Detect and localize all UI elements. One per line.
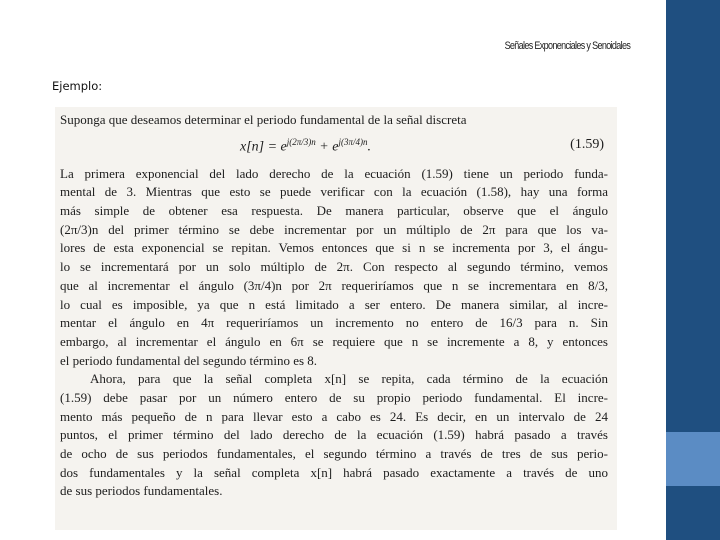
equation-number: (1.59) [570,136,604,152]
paragraph-line: puntos, el primer término del lado derecho de la ecuación (1.59) habrá pasado a través [60,427,608,443]
paragraph-line: mento más pequeño de n para llevar esto a cabo es 24. Es decir, en un intervalo de 24 [60,408,608,424]
equation-1-59 [60,134,608,162]
paragraph-line: mentar el ángulo en 4π requeriríamos un incremento no entero de 16/3 para n. Sin [60,315,608,331]
accent-square [666,432,720,486]
intro-line: Suponga que deseamos determinar el periodo fundamental de la señal discreta [60,112,467,127]
paragraph-line: lo cual es imposible, ya que n está limitado a ser entero. De manera similar, al incre- [60,296,608,312]
paragraph-2 [60,370,608,501]
paragraph-line: (2π/3)n del primer término se debe incrementar por un múltiplo de 2π para que los va- [60,221,608,237]
paragraph-line: (1.59) debe pasar por un número entero de su propio periodo fundamental. El incre- [60,389,608,405]
paragraph-line: Ahora, para que la señal completa x[n] se repita, cada término de la ecuación [90,371,608,387]
paragraph-line: dos fundamentales y la señal completa x[n] habrá pasado exactamente a través de uno [60,464,608,480]
paragraph-line: de sus periodos fundamentales. [60,483,223,499]
paragraph-1 [60,165,608,371]
right-accent-band [666,0,720,540]
paragraph-line: que al incrementar el ángulo (3π/4)n por 2π requeriríamos que n se incrementara en 8/3, [60,277,608,293]
equation-formula: $x[n] = e^{j(2\pi/3)n} + e^{j(3\pi/4)n}$. [240,136,371,155]
paragraph-line: mental de 3. Mientras que esto se puede verificar con la ecuación (1.58), hay una forma [60,184,608,200]
paragraph-line: de ocho de sus periodos fundamentales, el segundo término a través de tres de sus perio- [60,446,608,461]
slide-header-title: Señales Exponenciales y Senoidales [504,40,630,52]
paragraph-line: embargo, al incrementar el ángulo en 6π se requiere que n se incremente a 8, y entonces [60,333,608,349]
example-label: Ejemplo: [52,79,103,93]
paragraph-line: La primera exponencial del lado derecho de la ecuación (1.59) tiene un periodo funda- [60,165,608,181]
paragraph-line: lo se incrementará por un solo múltiplo de 2π. Con respecto al segundo término, vemos [60,259,608,275]
excerpt-text [60,111,608,501]
paragraph-line: más simple de obtener esa respuesta. De manera particular, observe que el ángulo [60,203,608,219]
paragraph-line: lores de esta exponencial se repitan. Vemos entonces que si n se incrementa por 3, el ángu- [60,240,608,256]
paragraph-line: el periodo fundamental del segundo término es 8. [60,352,318,368]
